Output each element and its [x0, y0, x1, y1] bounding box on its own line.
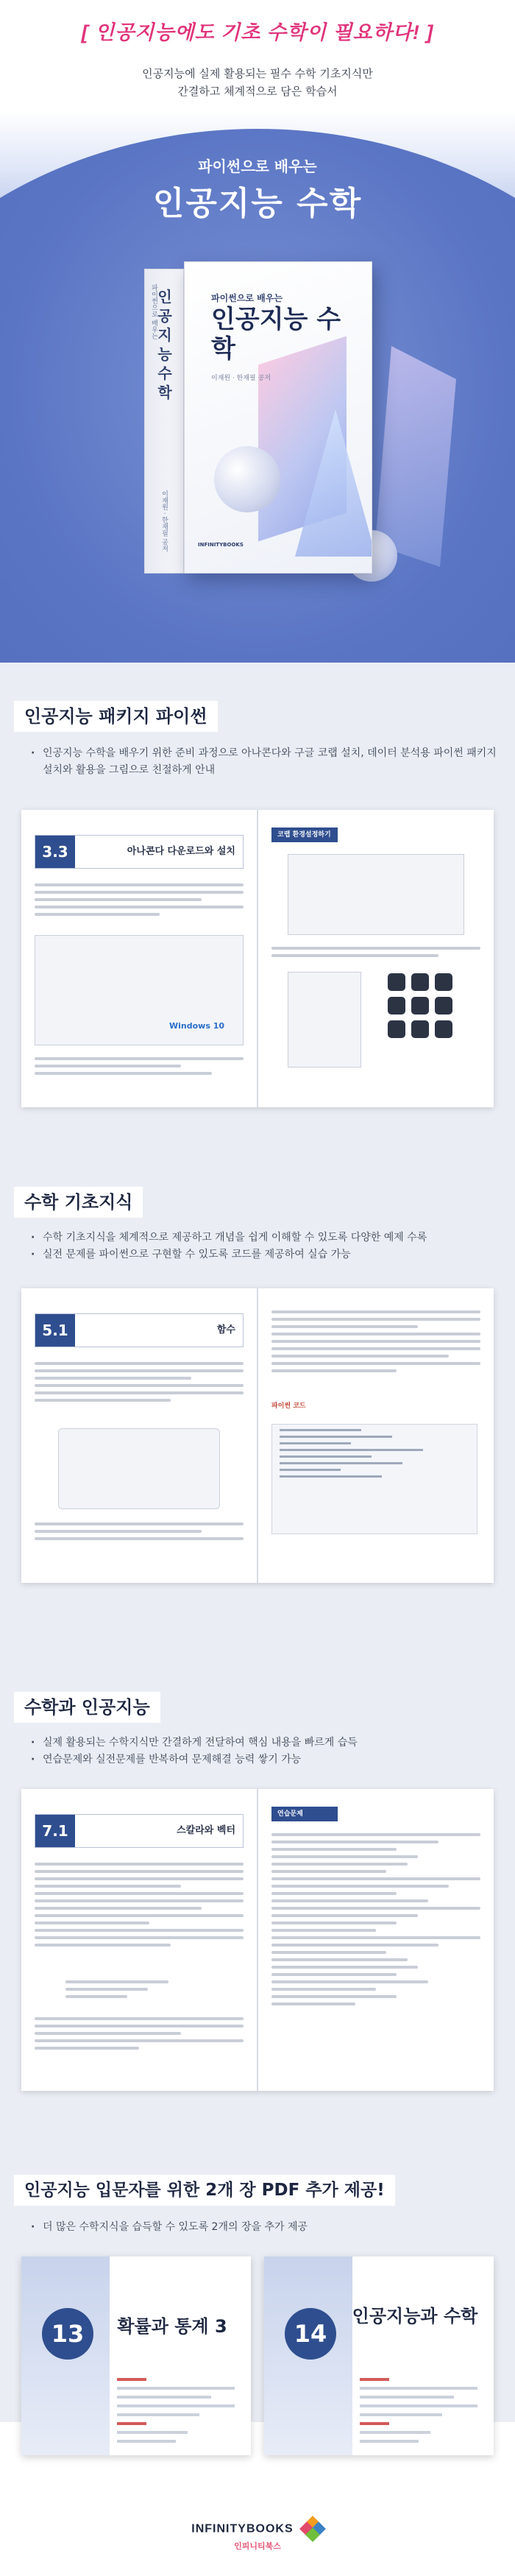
section-math-basics: [0, 1141, 515, 1642]
body-text: [271, 1310, 480, 1377]
chapter-number: 3.3: [35, 836, 75, 868]
hero-section: [0, 0, 515, 663]
page-tab: 코랩 환경설정하기: [271, 828, 338, 842]
cover-subtitle: 파이썬으로 배우는: [211, 293, 283, 303]
body-text: [35, 883, 244, 920]
bullet-item: · 실전 문제를 파이썬으로 구현할 수 있도록 코드를 제공하여 실습 가능: [31, 1246, 502, 1263]
exercise-list: [271, 1833, 480, 2010]
formula-block: [65, 1980, 168, 2002]
sample-pages: [21, 1288, 494, 1583]
section-bullets: [31, 1735, 502, 1768]
body-text: [271, 947, 480, 961]
sample-page-right: [258, 1789, 494, 2091]
hero-subtitle: 파이썬으로 배우는: [198, 158, 317, 175]
body-text: [35, 1362, 244, 1406]
intro-text: [0, 65, 515, 100]
cover-sphere: [214, 446, 280, 512]
section-bullets: [31, 2219, 502, 2236]
hero-title: 인공지능 수학: [152, 185, 363, 222]
pdf-chapter-number: 13: [42, 2308, 93, 2360]
body-text: [35, 1057, 244, 1079]
bullet-item: · 연습문제와 실전문제를 반복하여 문제해결 능력 쌓기 가능: [31, 1751, 502, 1768]
diagram-figure: [58, 1428, 220, 1509]
pdf-toc: [117, 2378, 235, 2449]
body-text: [35, 2017, 244, 2054]
chapter-name: 함수: [216, 1324, 235, 1335]
bullet-item: · 수학 기초지식을 체계적으로 제공하고 개념을 쉽게 이해할 수 있도록 다양한 예제 수록: [31, 1229, 502, 1246]
windows-logo: Windows 10: [169, 1021, 225, 1031]
section-math-and-ai: [0, 1642, 515, 2135]
section-python-package: [0, 663, 515, 1141]
intro-line: 간결하고 체계적으로 담은 학습서: [177, 85, 338, 98]
sample-pages: [21, 810, 494, 1107]
pdf-chapter-title: 확률과 통계 3: [117, 2316, 227, 2337]
cover-title: 인공지능 수학: [211, 305, 341, 364]
sample-page-right: [258, 810, 494, 1107]
section-title: 수학과 인공지능: [14, 1692, 160, 1723]
publisher-name-kr: 인피니티북스: [234, 2541, 281, 2551]
pdf-toc: [360, 2378, 477, 2449]
screenshot-figure: [288, 972, 361, 1068]
section-title: 인공지능 입문자를 위한 2개 장 PDF 추가 제공!: [14, 2175, 395, 2206]
page-tab: 연습문제: [271, 1807, 338, 1821]
chapter-name: 아나콘다 다운로드와 설치: [127, 846, 235, 857]
section-title: 인공지능 패키지 파이썬: [14, 701, 218, 732]
code-example: [271, 1424, 477, 1534]
pdf-chapter-number: 14: [285, 2308, 336, 2360]
bullet-item: · 더 많은 수학지식을 습득할 수 있도록 2개의 장을 추가 제공: [31, 2219, 502, 2236]
cover-publisher-logo: INFINITYBOOKS: [198, 542, 244, 548]
book-spine: [144, 269, 184, 574]
cover-authors: 이재원 · 한재필 공저: [211, 375, 271, 382]
bullet-item: · 인공지능 수학을 배우기 위한 준비 과정으로 아나콘다와 구글 코랩 설치, 데이터 분석용 파이썬 패키지 설치와 활용을 그림으로 친절하게 안내: [31, 745, 502, 779]
section-bullets: [31, 1229, 502, 1263]
chapter-header: [35, 1313, 244, 1347]
publisher-mark-icon: [302, 2518, 324, 2540]
sample-page-right: [258, 1288, 494, 1583]
chapter-header: [35, 1814, 244, 1848]
app-icon-grid: [388, 973, 452, 1038]
sample-page-left: [21, 1789, 257, 2091]
section-title: 수학 기초지식: [14, 1187, 143, 1218]
sample-page-left: [21, 1288, 257, 1583]
chapter-header: [35, 835, 244, 869]
bonus-pdf-section: [0, 2135, 515, 2576]
screenshot-figure: [35, 935, 244, 1045]
pdf-chapter-card: [264, 2256, 494, 2455]
bullet-item: · 실제 활용되는 수학지식만 간결하게 전달하여 핵심 내용을 빠르게 습득: [31, 1735, 502, 1751]
chapter-name: 스칼라와 벡터: [177, 1825, 235, 1836]
publisher-logo: [0, 2518, 515, 2552]
tagline: [ 인공지능에도 기초 수학이 필요하다! ]: [81, 21, 434, 43]
chapter-number: 7.1: [35, 1815, 75, 1847]
pdf-chapter-title: 인공지능과 수학: [352, 2306, 478, 2326]
spine-authors: 이재원 · 한재필 공저: [160, 490, 168, 552]
spine-subtitle: 파이썬으로 배우는: [150, 284, 157, 339]
page-tab: 파이썬 코드: [271, 1402, 306, 1410]
section-bullets: [31, 745, 502, 779]
body-text: [35, 1863, 244, 1951]
intro-line: 인공지능에 실제 활용되는 필수 수학 기초지식만: [142, 67, 373, 80]
book-front: [184, 261, 372, 574]
screenshot-figure: [288, 854, 464, 935]
body-text: [35, 1522, 244, 1545]
sample-pages: [21, 1789, 494, 2091]
chapter-number: 5.1: [35, 1314, 75, 1347]
sample-page-left: [21, 810, 257, 1107]
spine-title: 인공지능 수학: [157, 288, 172, 401]
publisher-name: INFINITYBOOKS: [191, 2522, 294, 2536]
pdf-chapter-card: [21, 2256, 251, 2455]
book-cover-image: [144, 261, 372, 571]
